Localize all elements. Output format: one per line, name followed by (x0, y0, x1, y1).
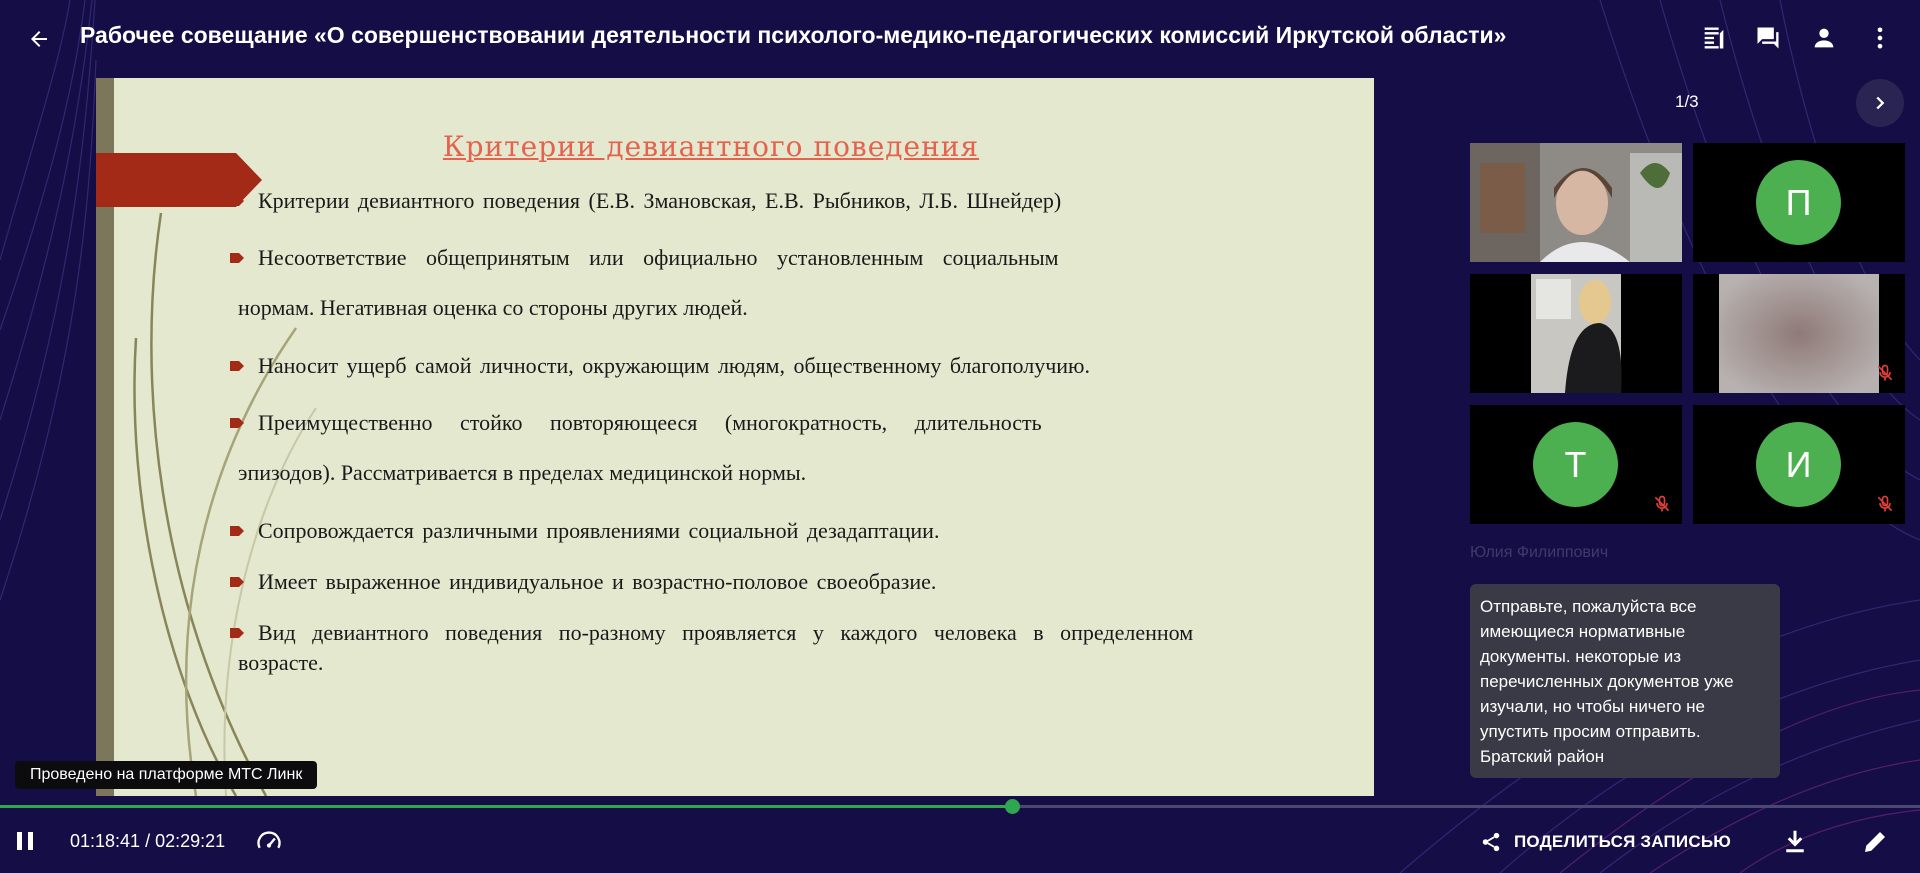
top-bar (0, 0, 1920, 74)
more-menu-button[interactable] (1864, 22, 1896, 54)
progress-fill (0, 805, 1012, 808)
playback-speed-icon[interactable] (255, 828, 283, 856)
participant-video-blurred (1693, 274, 1905, 393)
bullet-marker-icon (230, 252, 246, 264)
participants-page-counter: 1/3 (1675, 92, 1699, 111)
download-icon[interactable] (1780, 827, 1810, 857)
bullet-text: Несоответствие общепринятым или официально установленным социальным (258, 245, 1059, 270)
chat-message: Отправьте, пожалуйста все имеющиеся нормативные документы. некоторые из перечисленных документов уже изучали, но чтобы ничего не упустить просим отправить. Братский район (1470, 584, 1780, 778)
bullet-marker-icon (230, 195, 246, 207)
progress-handle[interactable] (1005, 799, 1020, 814)
bullet-marker-icon (230, 576, 246, 588)
bullet-text-continued: эпизодов). Рассматривается в пределах медицинской нормы. (238, 460, 807, 485)
materials-button[interactable] (1698, 22, 1730, 54)
pause-icon[interactable] (14, 829, 36, 853)
share-recording-button[interactable] (1480, 826, 1731, 858)
bullet-text: Наносит ущерб самой личности, окружающим людям, общественному благополучию. (258, 353, 1090, 378)
participant-tile[interactable] (1470, 405, 1682, 524)
bullet-text: Критерии девиантного поведения (Е.В. Змановская, Е.В. Рыбников, Л.Б. Шнейдер) (258, 188, 1062, 213)
page-title: Рабочее совещание «О совершенствовании деятельности психолого-медико-педагогических комиссий Иркутской области» (80, 22, 1507, 48)
bullet-text: Сопровождается различными проявлениями социальной дезадаптации. (258, 518, 940, 543)
bullet-text-continued: возрасте. (238, 650, 324, 675)
participant-video (1470, 274, 1682, 393)
bullet-marker-icon (230, 360, 246, 372)
bullet-marker-icon (230, 525, 246, 537)
participants-icon (1810, 24, 1838, 52)
chat-button[interactable] (1752, 22, 1784, 54)
participant-tile[interactable] (1693, 274, 1905, 393)
playback-time: 01:18:41 / 02:29:21 (70, 831, 226, 851)
speaker-name: Юлия Филиппович (1470, 544, 1609, 561)
back-arrow-icon (27, 27, 51, 51)
share-icon (1480, 831, 1502, 853)
mic-off-icon (1652, 494, 1672, 514)
mic-off-icon (1875, 363, 1895, 383)
bullet-marker-icon (230, 417, 246, 429)
avatar: И (1756, 422, 1841, 507)
mic-off-icon (1875, 494, 1895, 514)
back-button[interactable] (24, 24, 54, 54)
materials-icon (1700, 24, 1728, 52)
chat-icon (1754, 24, 1782, 52)
avatar: П (1756, 160, 1841, 245)
bullet-text: Имеет выраженное индивидуальное и возрастно-половое своеобразие. (258, 569, 937, 594)
participant-tile[interactable] (1693, 405, 1905, 524)
bullet-text: Вид девиантного поведения по-разному проявляется у каждого человека в определенном (258, 620, 1194, 645)
bullet-text-continued: нормам. Негативная оценка со стороны других людей. (238, 295, 748, 320)
avatar: Т (1533, 422, 1618, 507)
participant-tile[interactable] (1470, 274, 1682, 393)
presentation-slide (96, 78, 1374, 796)
participants-button[interactable] (1808, 22, 1840, 54)
participant-video (1470, 143, 1682, 262)
share-recording-label: ПОДЕЛИТЬСЯ ЗАПИСЬЮ (1514, 832, 1731, 851)
platform-label: Проведено на платформе МТС Линк (15, 761, 317, 789)
edit-icon[interactable] (1860, 827, 1890, 857)
more-vert-icon (1866, 24, 1894, 52)
bullet-marker-icon (230, 627, 246, 639)
participant-tile[interactable] (1693, 143, 1905, 262)
playback-progress-bar[interactable] (0, 805, 1920, 808)
bullet-text: Преимущественно стойко повторяющееся (многократность, длительность (258, 410, 1042, 435)
slide-title: Критерии девиантного поведения (442, 130, 980, 163)
participant-tile[interactable] (1470, 143, 1682, 262)
participants-next-button[interactable] (1856, 79, 1904, 127)
chevron-right-icon (1869, 92, 1891, 114)
